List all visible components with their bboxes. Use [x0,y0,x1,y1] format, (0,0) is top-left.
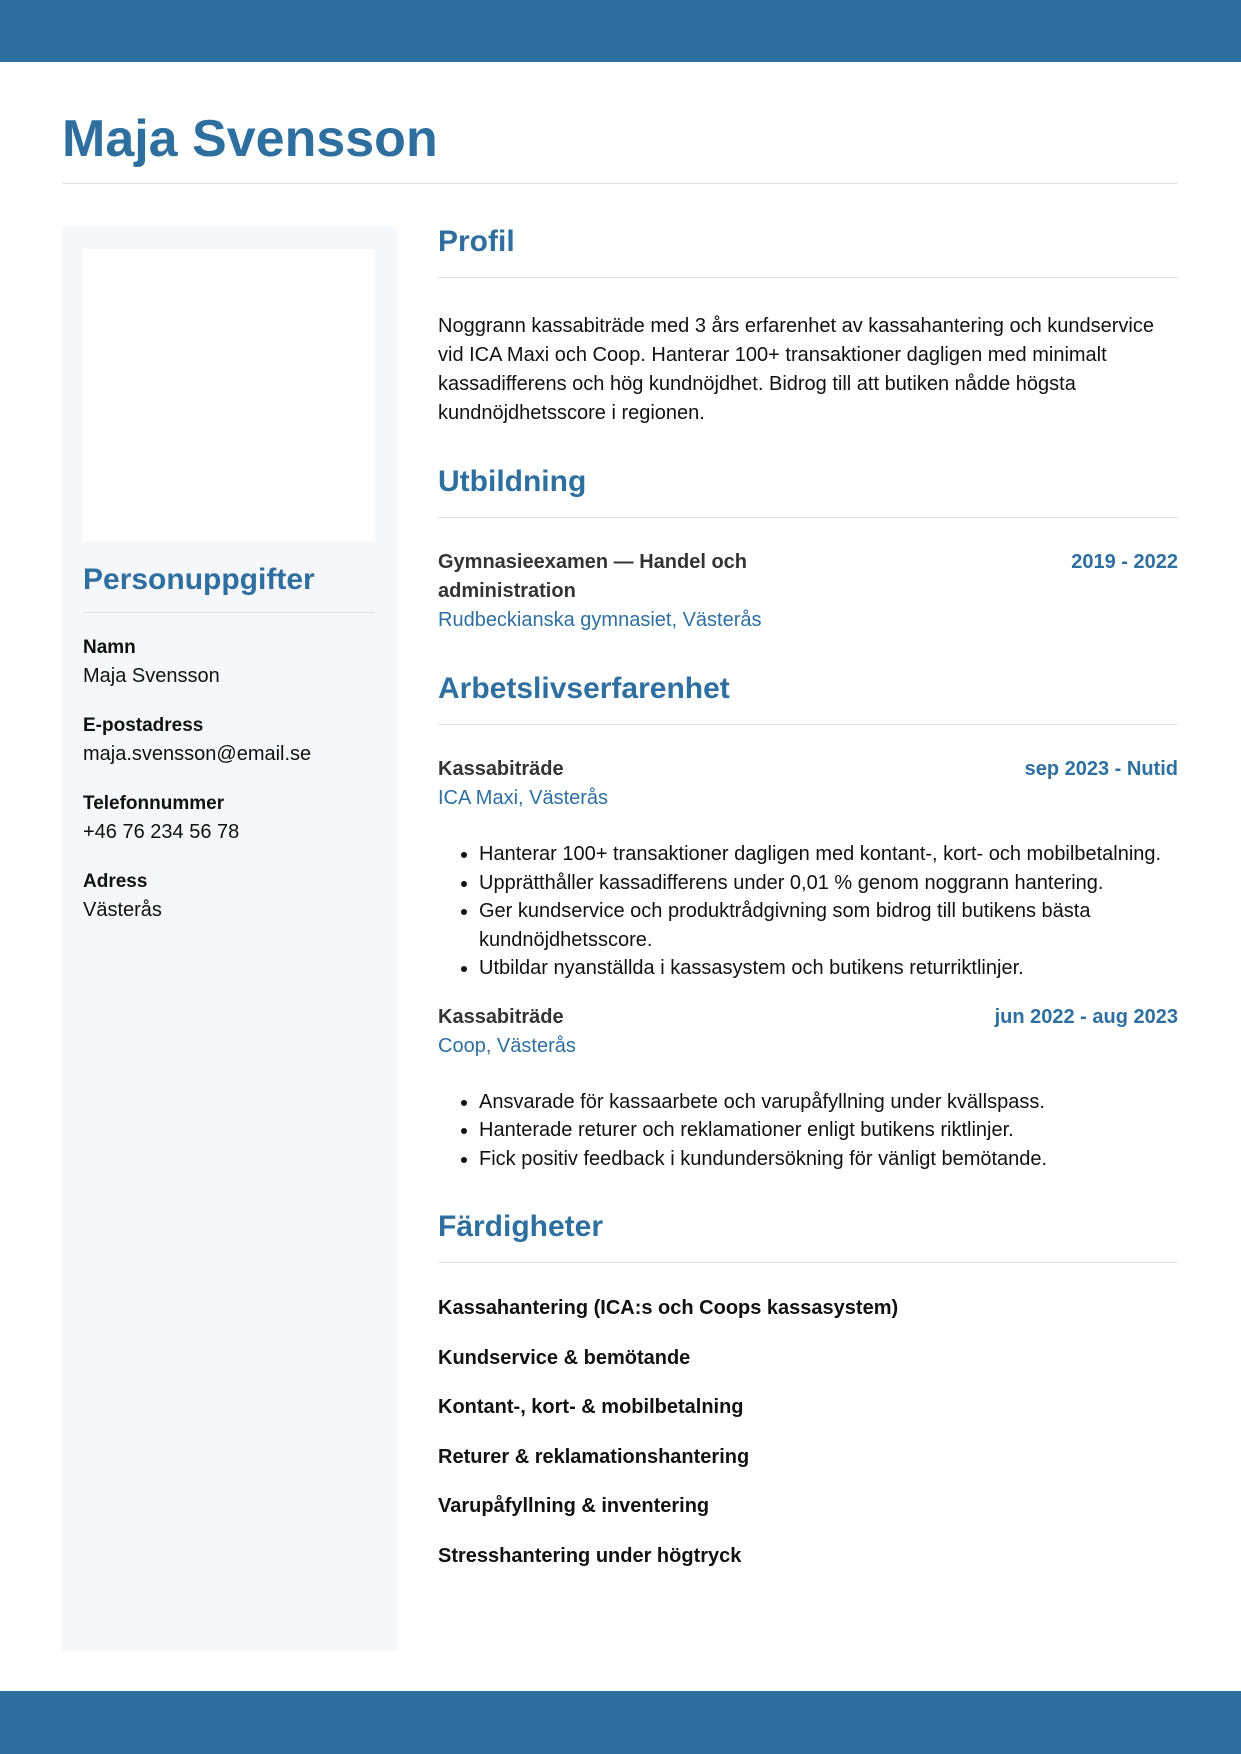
skill-item: Returer & reklamationshantering [438,1445,750,1468]
skill-item: Stresshantering under högtryck [438,1544,742,1567]
job-dates: sep 2023 - Nutid [1024,758,1178,780]
job-role: Kassabiträde [438,758,564,780]
section-title-skills: Färdigheter [438,1210,604,1243]
section-divider [438,277,1178,278]
sidebar-title: Personuppgifter [83,563,315,596]
experience-entry [438,1003,1178,1174]
field-phone [83,789,375,847]
education-degree: Gymnasieexamen — Handel och administration [438,551,748,602]
field-name [83,633,375,691]
job-bullets [438,1088,1178,1174]
profile-section [438,222,1178,428]
list-item: • Upprätthåller kassadifferens under 0,01 % genom noggrann hantering. [479,869,1178,898]
job-bullets [438,840,1178,983]
experience-section [438,669,1178,1173]
section-divider [438,517,1178,518]
profile-photo-placeholder [83,249,375,541]
field-value: +46 76 234 56 78 [83,821,240,843]
job-company: ICA Maxi, Västerås [438,787,609,809]
top-banner [0,0,1241,62]
skill-item: Kontant-, kort- & mobilbetalning [438,1396,744,1418]
field-label: Namn [83,637,136,658]
skills-list [438,1294,1178,1571]
skill-item: Kundservice & bemötande [438,1346,691,1369]
skill-item: Varupåfyllning & inventering [438,1495,710,1517]
page-title: Maja Svensson [62,110,438,168]
list-item: • Utbildar nyanställda i kassasystem och butikens returriktlinjer. [479,954,1178,983]
education-section [438,462,1178,635]
profile-text: Noggrann kassabiträde med 3 års erfarenhet av kassahantering och kundservice vid ICA Maxi och Coop. Hanterar 100+ transaktioner dagligen med minimalt kassadifferens och hög kundnöjdhet. Bidrog till att butiken nådde högsta kundnöjdhetsscore i regionen. [438,315,1154,424]
sidebar [62,227,397,1651]
skills-section [438,1207,1178,1571]
skill-item: Kassahantering (ICA:s och Coops kassasystem) [438,1297,899,1319]
job-role: Kassabiträde [438,1005,564,1028]
field-label: E-postadress [83,715,204,736]
field-label: Adress [83,871,148,892]
section-divider [438,1262,1178,1263]
section-title-profile: Profil [438,225,515,258]
field-value: Västerås [83,899,162,921]
experience-entry [438,755,1178,983]
personal-details [83,633,375,945]
education-dates: 2019 - 2022 [1071,551,1178,573]
list-item: • Hanterar 100+ transaktioner dagligen med kontant-, kort- och mobilbetalning. [479,840,1178,869]
job-dates: jun 2022 - aug 2023 [994,1005,1178,1028]
list-item: • Hanterade returer och reklamationer enligt butikens riktlinjer. [479,1116,1178,1145]
section-title-education: Utbildning [438,465,587,498]
main-content [438,222,1178,1591]
title-divider [62,183,1178,184]
bottom-banner [0,1691,1241,1754]
list-item: • Ger kundservice och produktrådgivning som bidrog till butikens bästa kundnöjdhetsscore. [479,897,1178,954]
field-address [83,867,375,925]
field-value: Maja Svensson [83,665,220,687]
field-email [83,711,375,769]
education-entry [438,548,1178,635]
sidebar-divider [83,612,375,613]
education-school: Rudbeckianska gymnasiet, Västerås [438,609,762,631]
list-item: • Fick positiv feedback i kundundersökning för vänligt bemötande. [479,1145,1178,1174]
section-divider [438,724,1178,725]
list-item: • Ansvarade för kassaarbete och varupåfyllning under kvällspass. [479,1088,1178,1117]
job-company: Coop, Västerås [438,1034,576,1057]
field-value: maja.svensson@email.se [83,743,312,765]
section-title-experience: Arbetslivserfarenhet [438,672,730,705]
field-label: Telefonnummer [83,793,225,814]
